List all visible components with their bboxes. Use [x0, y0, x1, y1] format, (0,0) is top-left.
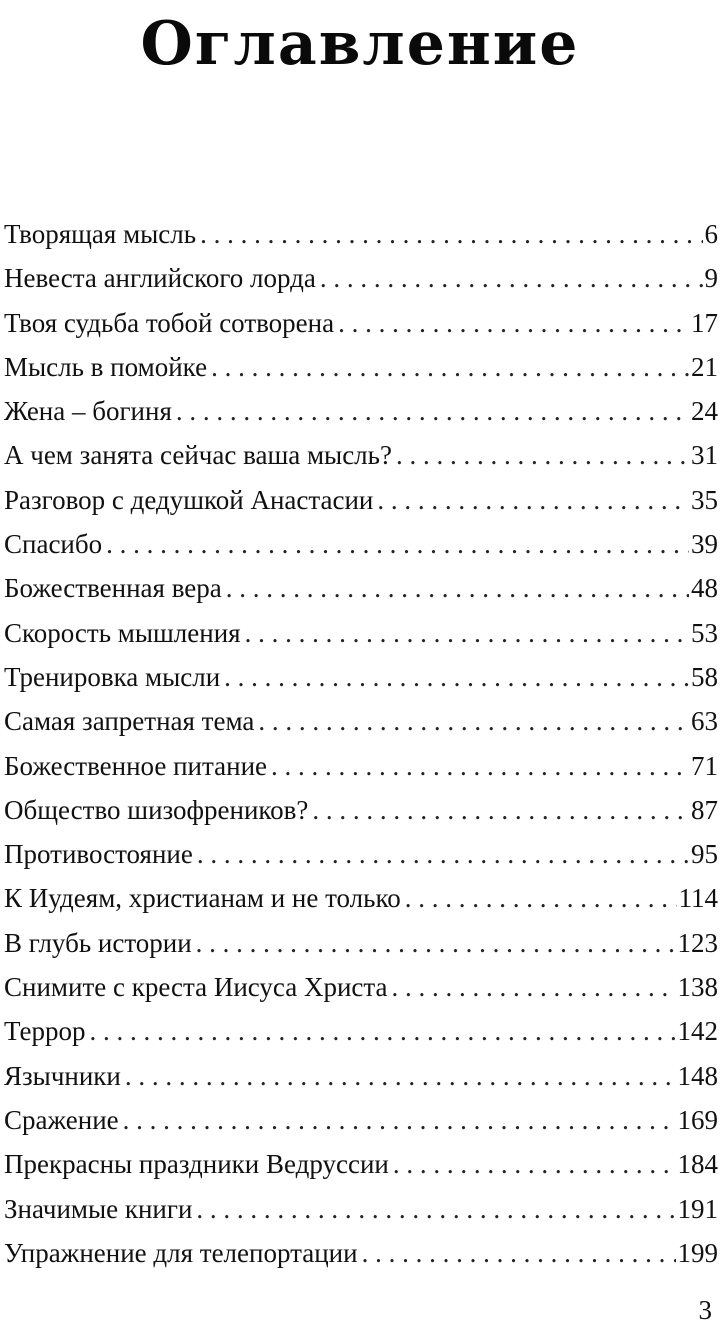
toc-entry-page: 169: [677, 1104, 718, 1135]
dot-leader: [362, 1231, 676, 1275]
dot-leader: [338, 301, 689, 345]
toc-entry-title: Тренировка мысли: [4, 661, 221, 692]
toc-entry: [4, 212, 718, 256]
dot-leader: [271, 744, 689, 788]
toc-entry-page: 184: [677, 1149, 718, 1180]
toc-entry: [4, 433, 718, 477]
dot-leader: [123, 1098, 676, 1142]
toc-entry: [4, 345, 718, 389]
toc-entry-title: Творящая мысль: [4, 219, 197, 249]
dot-leader: [106, 522, 689, 566]
dot-leader: [224, 655, 689, 699]
toc-entry-title: Мысль в помойке: [4, 351, 208, 382]
toc-entry-page: 87: [691, 794, 718, 825]
toc-entry: [4, 301, 718, 345]
toc-entry: [4, 744, 718, 788]
toc-entry-title: Жена – богиня: [4, 396, 172, 427]
dot-leader: [392, 965, 676, 1009]
toc-entry-page: 63: [691, 706, 718, 737]
table-of-contents: [4, 212, 718, 1275]
toc-entry-page: 53: [691, 617, 718, 648]
dot-leader: [396, 433, 689, 477]
dot-leader: [125, 1054, 676, 1098]
toc-entry-page: 39: [691, 529, 718, 560]
dot-leader: [393, 1142, 676, 1186]
toc-entry: [4, 832, 718, 876]
toc-entry-title: Спасибо: [4, 529, 103, 560]
toc-entry-page: 24: [691, 396, 718, 427]
toc-entry-title: Значимые книги: [4, 1193, 193, 1224]
toc-entry-title: К Иудеям, христианам и не только: [4, 883, 401, 914]
toc-entry: [4, 655, 718, 699]
toc-entry-page: 35: [691, 484, 718, 515]
dot-leader: [196, 1187, 675, 1231]
toc-entry: [4, 1098, 718, 1142]
dot-leader: [211, 345, 689, 389]
toc-entry-page: 6: [704, 219, 718, 249]
toc-entry: [4, 1187, 718, 1231]
toc-entry-title: В глубь истории: [4, 927, 192, 958]
toc-entry: [4, 876, 718, 920]
toc-entry-title: Общество шизофреников?: [4, 794, 309, 825]
toc-entry: [4, 699, 718, 743]
toc-entry: [4, 256, 718, 300]
dot-leader: [197, 832, 689, 876]
dot-leader: [320, 256, 703, 300]
toc-entry-title: Снимите с креста Иисуса Христа: [4, 972, 388, 1003]
toc-entry-title: Сражение: [4, 1104, 119, 1135]
toc-entry-page: 123: [677, 927, 718, 958]
toc-entry-title: Противостояние: [4, 839, 193, 870]
toc-entry-page: 95: [691, 839, 718, 870]
toc-entry-page: 138: [677, 972, 718, 1003]
dot-leader: [196, 921, 676, 965]
toc-entry-title: Прекрасны праздники Ведруссии: [4, 1149, 389, 1180]
toc-entry-page: 71: [691, 750, 718, 781]
toc-entry-page: 114: [678, 883, 718, 914]
toc-entry-title: Божественное питание: [4, 750, 267, 781]
toc-entry-title: Божественная вера: [4, 573, 222, 604]
toc-entry-page: 191: [677, 1193, 718, 1224]
dot-leader: [258, 699, 689, 743]
dot-leader: [245, 611, 689, 655]
dot-leader: [405, 876, 677, 920]
toc-entry: [4, 1231, 718, 1275]
toc-entry-page: 31: [691, 440, 718, 471]
toc-entry: [4, 788, 718, 832]
toc-entry-page: 9: [704, 263, 718, 294]
page-number: 3: [698, 1295, 712, 1325]
dot-leader: [226, 566, 689, 610]
toc-entry-title: Невеста английского лорда: [4, 263, 316, 294]
toc-entry-page: 17: [691, 307, 718, 338]
toc-entry-title: А чем занята сейчас ваша мысль?: [4, 440, 392, 471]
dot-leader: [377, 478, 689, 522]
toc-entry: [4, 1009, 718, 1053]
toc-entry-title: Упражнение для телепортации: [4, 1237, 358, 1268]
toc-entry: [4, 611, 718, 655]
toc-entry: [4, 921, 718, 965]
toc-entry-title: Самая запретная тема: [4, 706, 255, 737]
dot-leader: [89, 1009, 675, 1053]
toc-entry-page: 148: [677, 1060, 718, 1091]
toc-entry-page: 58: [691, 661, 718, 692]
toc-entry: [4, 522, 718, 566]
toc-entry: [4, 566, 718, 610]
toc-entry-page: 199: [677, 1237, 718, 1268]
toc-entry-title: Твоя судьба тобой сотворена: [4, 307, 335, 338]
toc-entry-page: 48: [691, 573, 718, 604]
toc-entry-title: Скорость мышления: [4, 617, 241, 648]
toc-entry: [4, 1054, 718, 1098]
toc-entry-title: Язычники: [4, 1060, 121, 1091]
dot-leader: [312, 788, 689, 832]
toc-entry-page: 142: [677, 1016, 718, 1047]
toc-entry: [4, 389, 718, 433]
toc-entry-page: 21: [691, 351, 718, 382]
dot-leader: [200, 212, 702, 256]
toc-entry-title: Террор: [4, 1016, 86, 1047]
toc-entry: [4, 1142, 718, 1186]
toc-entry-title: Разговор с дедушкой Анастасии: [4, 484, 374, 515]
dot-leader: [176, 389, 689, 433]
toc-entry: [4, 965, 718, 1009]
toc-entry: [4, 478, 718, 522]
page-title: Оглавление: [140, 9, 580, 79]
